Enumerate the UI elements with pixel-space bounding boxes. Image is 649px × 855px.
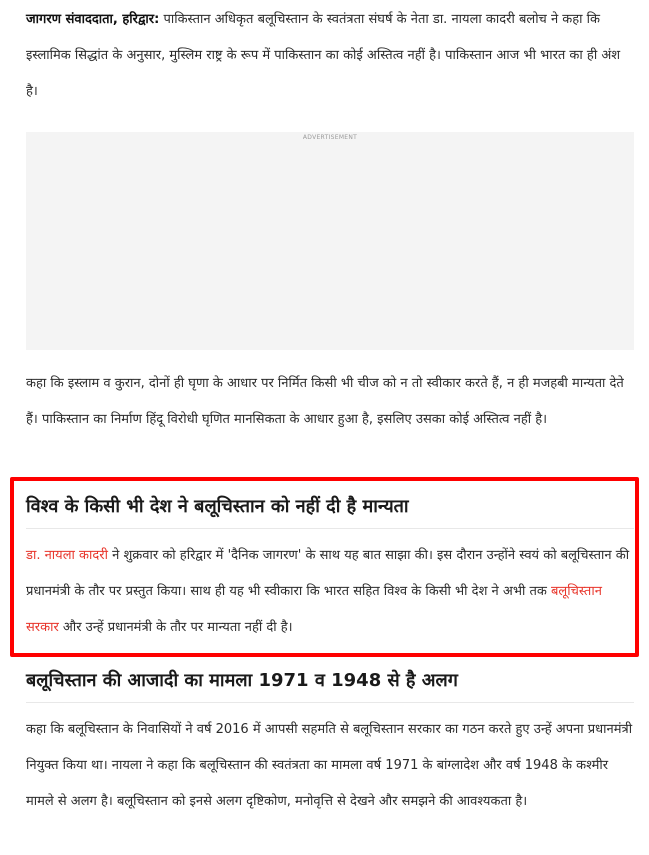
paragraph-3-text-2: और उन्हें प्रधानमंत्री के तौर पर मान्यता नहीं दी है।	[58, 620, 293, 635]
heading-divider-1	[26, 528, 634, 529]
advertisement-slot[interactable]	[26, 132, 634, 350]
section-heading-2: बलूचिस्तान की आजादी का मामला 1971 व 1948 से है अलग	[26, 670, 458, 691]
heading-divider-2	[26, 702, 634, 703]
section-heading-1: विश्व के किसी भी देश ने बलूचिस्तान को नहीं दी है मान्यता	[26, 496, 409, 517]
link-balochistan-government[interactable]: बलूचिस्तान सरकार	[26, 584, 602, 635]
paragraph-1-text: पाकिस्तान अधिकृत बलूचिस्तान के स्वतंत्रता संघर्ष के नेता डा. नायला कादरी बलोच ने कहा कि इस्लामिक सिद्धांत के अनुसार, मुस्लिम राष्ट्र के रूप में पाकिस्तान का कोई अस्तित्व नहीं है। पाकिस्तान आज भी भारत का ही अंश है।	[26, 12, 621, 99]
advertisement-label: ADVERTISEMENT	[302, 134, 358, 141]
article-paragraph-4: कहा कि बलूचिस्तान के निवासियों ने वर्ष 2016 में आपसी सहमति से बलूचिस्तान सरकार का गठन करते हुए उन्हें अपना प्रधानमंत्री नियुक्त किया था। नायला ने कहा कि बलूचिस्तान की स्वतंत्रता का मामला वर्ष 1971 के बांग्लादेश और वर्ष 1948 के कश्मीर मामले से अलग है। बलूचिस्तान को इनसे अलग दृष्टिकोण, मनोवृत्ति से देखने और समझने की आवश्यकता है।	[26, 722, 633, 809]
article-paragraph-3	[26, 538, 636, 646]
dateline: जागरण संवाददाता, हरिद्वार:	[26, 12, 160, 27]
paragraph-3-text-1: ने शुक्रवार को हरिद्वार में 'दैनिक जागरण' के साथ यह बात साझा की। इस दौरान उन्होंने स्वयं को बलूचिस्तान की प्रधानमंत्री के तौर पर प्रस्तुत किया। साथ ही यह भी स्वीकारा कि भारत सहित विश्व के किसी भी देश ने अभी तक	[26, 548, 630, 599]
link-nayla-qadri[interactable]: डा. नायला कादरी	[26, 548, 108, 563]
article-paragraph-2: कहा कि इस्लाम व कुरान, दोनों ही घृणा के आधार पर निर्मित किसी भी चीज को न तो स्वीकार करते हैं, न ही मजहबी मान्यता देते हैं। पाकिस्तान का निर्माण हिंदू विरोधी घृणित मानसिकता के आधार हुआ है, इसलिए उसका कोई अस्तित्व नहीं है।	[26, 376, 624, 427]
article-paragraph-1	[26, 2, 636, 110]
